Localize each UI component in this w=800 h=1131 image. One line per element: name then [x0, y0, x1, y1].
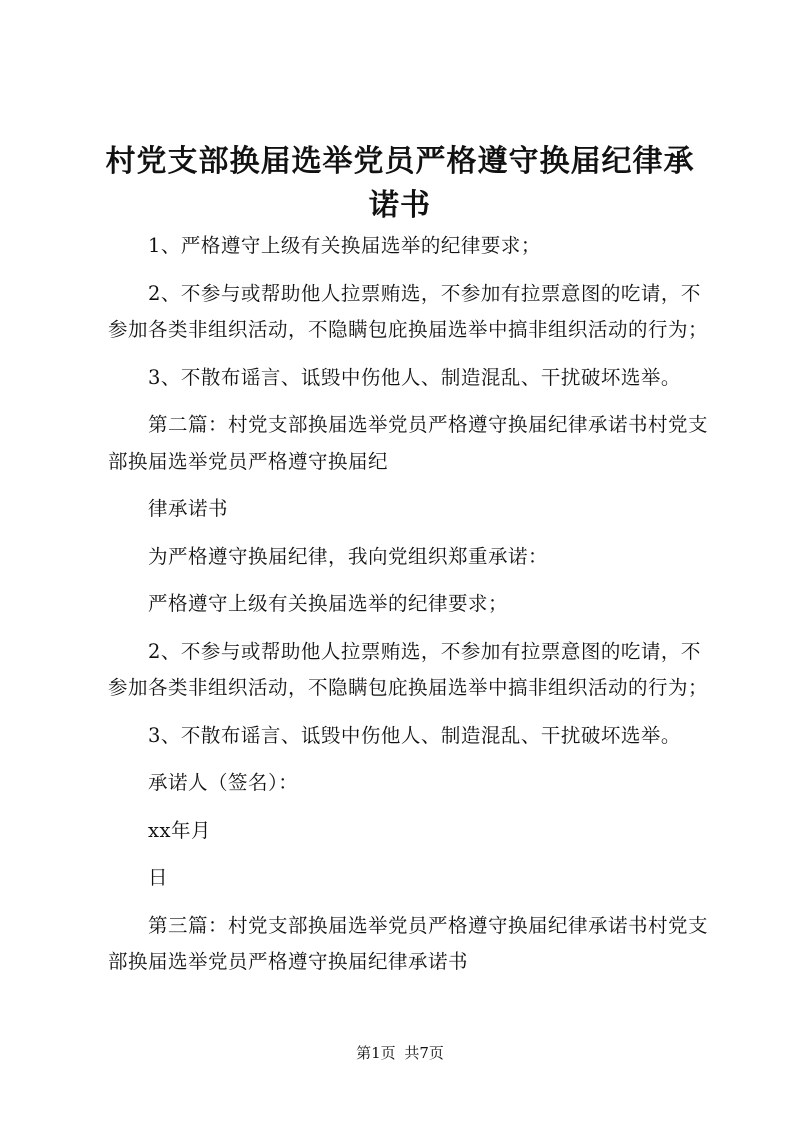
page-number: 第1页: [356, 1044, 396, 1062]
paragraph-6: 为严格遵守换届纪律，我向党组织郑重承诺：: [148, 544, 549, 568]
paragraph-1: 1、严格遵守上级有关换届选举的纪律要求；: [148, 234, 541, 257]
paragraph-9: 3、不散布谣言、诋毁中伤他人、制造混乱、干扰破坏选举。: [148, 723, 681, 747]
paragraph-3: 3、不散布谣言、诋毁中伤他人、制造混乱、干扰破坏选举。: [148, 365, 681, 389]
paragraph-5: 律承诺书: [148, 497, 229, 520]
paragraph-10: 承诺人（签名）：: [148, 771, 299, 794]
paragraph-2: 2、不参与或帮助他人拉票贿选，不参加有拉票意图的吃请，不参加各类非组织活动，不隐瞒包庇换届选举中搞非组织活动的行为；: [108, 281, 709, 341]
page-total: 共7页: [404, 1044, 444, 1062]
paragraph-4: 第二篇：村党支部换届选举党员严格遵守换届纪律承诺书村党支部换届选举党员严格遵守换届纪: [108, 413, 709, 473]
paragraph-11: xx年月: [148, 818, 211, 842]
paragraph-12: 日: [148, 866, 169, 889]
document-title: 村党支部换届选举党员严格遵守换届纪律承诺书: [105, 144, 695, 223]
paragraph-8: 2、不参与或帮助他人拉票贿选，不参加有拉票意图的吃请，不参加各类非组织活动，不隐瞒包庇换届选举中搞非组织活动的行为；: [108, 639, 709, 699]
paragraph-7: 严格遵守上级有关换届选举的纪律要求；: [148, 592, 509, 615]
paragraph-13: 第三篇：村党支部换届选举党员严格遵守换届纪律承诺书村党支部换届选举党员严格遵守换届纪律承诺书: [108, 913, 709, 973]
document-body: [108, 228, 708, 981]
page-footer: [0, 1043, 800, 1063]
